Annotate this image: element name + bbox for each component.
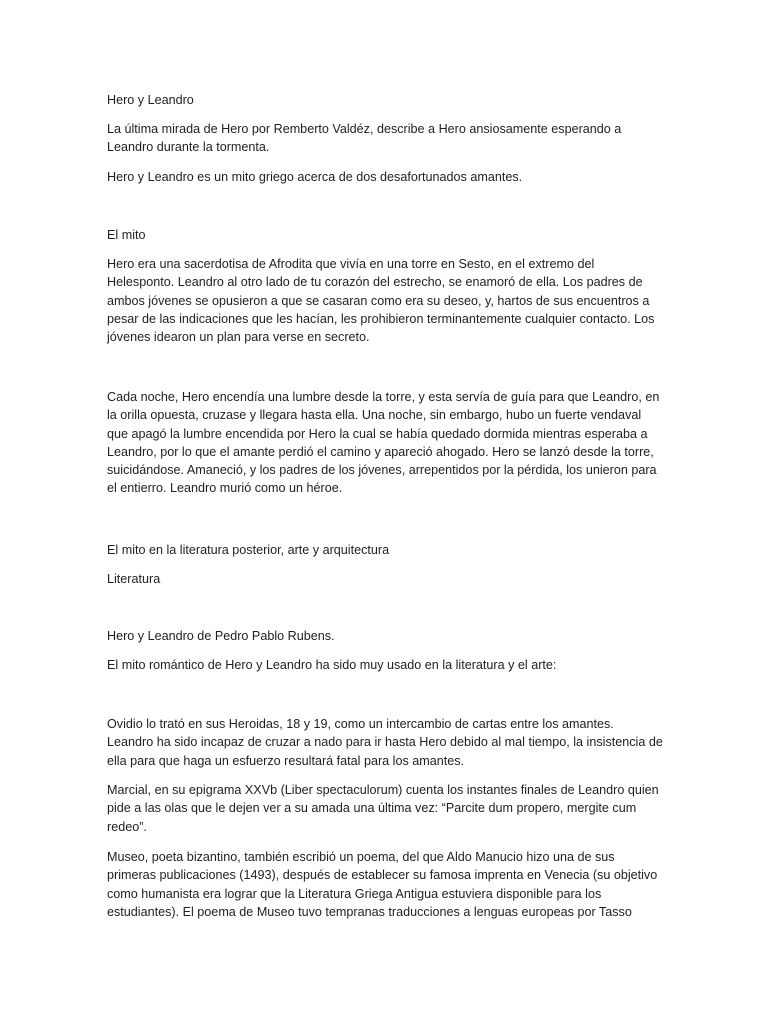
myth-paragraph-1 xyxy=(107,255,662,346)
text-line: la orilla opuesta, cruzase y llegara hasta ella. Una noche, sin embargo, hubo un fuerte vendaval xyxy=(107,408,642,423)
document-title xyxy=(107,91,662,109)
text-line: Ovidio lo trató en sus Heroidas, 18 y 19, como un intercambio de cartas entre los amantes. xyxy=(107,717,614,731)
text-line: redeo”. xyxy=(107,819,147,834)
intro-paragraph-2 xyxy=(107,168,662,186)
myth-paragraph-2 xyxy=(107,388,662,498)
text-line: Literatura xyxy=(107,572,161,586)
text-line: Museo, poeta bizantino, también escribió un poema, del que Aldo Manucio hizo una de sus xyxy=(107,850,615,864)
text-line: Leandro ha sido incapaz de cruzar a nado para ir hasta Hero debido al mal tiempo, la insistencia de xyxy=(107,735,663,750)
text-line: Hero era una sacerdotisa de Afrodita que vivía en una torre en Sesto, en el extremo del xyxy=(107,257,595,271)
museo-paragraph xyxy=(107,848,662,921)
text-line: Leandro, por lo que el amante perdió el camino y apareció ahogado. Hero se lanzó desde la torre, xyxy=(107,444,654,459)
text-line: Leandro durante la tormenta. xyxy=(107,140,270,155)
text-line: jóvenes idearon un plan para verse en secreto. xyxy=(107,330,370,345)
text-line: ambos jóvenes se opusieron a que se casaran como era su deseo, y, hartos de sus encuentros a xyxy=(107,293,650,308)
section-heading-myth xyxy=(107,226,662,244)
subheading-literature xyxy=(107,570,662,588)
text-line: El mito xyxy=(107,228,146,242)
text-line: Hero y Leandro de Pedro Pablo Rubens. xyxy=(107,629,335,643)
marcial-paragraph xyxy=(107,781,662,836)
intro-paragraph xyxy=(107,120,662,157)
text-line: suicidándose. Amaneció, y los padres de los jóvenes, arrepentidos por la pérdida, los unieron para xyxy=(107,463,657,478)
text-line: como humanista era lograr que la Literatura Griega Antigua estuviera disponible para los xyxy=(107,886,602,901)
text-line: Marcial, en su epigrama XXVb (Liber spectaculorum) cuenta los instantes finales de Leandro quien xyxy=(107,783,659,797)
text-line: La última mirada de Hero por Remberto Valdéz, describe a Hero ansiosamente esperando a xyxy=(107,122,622,136)
ovidio-paragraph xyxy=(107,715,662,770)
rubens-caption xyxy=(107,627,662,645)
text-line: Hero y Leandro es un mito griego acerca de dos desafortunados amantes. xyxy=(107,170,523,184)
text-line: El mito en la literatura posterior, arte y arquitectura xyxy=(107,543,390,557)
romantic-intro xyxy=(107,656,662,674)
text-line: Hero y Leandro xyxy=(107,93,194,107)
text-line: pide a las olas que le dejen ver a su amada una última vez: “Parcite dum propero, mergite cum xyxy=(107,801,637,816)
text-line: Cada noche, Hero encendía una lumbre desde la torre, y esta servía de guía para que Leandro, en xyxy=(107,390,660,404)
text-line: El mito romántico de Hero y Leandro ha sido muy usado en la literatura y el arte: xyxy=(107,658,557,672)
text-line: el entierro. Leandro murió como un héroe. xyxy=(107,481,343,496)
text-line: ella para que haga un esfuerzo resultará fatal para los amantes. xyxy=(107,753,465,768)
text-line: primeras publicaciones (1493), después de establecer su famosa imprenta en Venecia (su objetivo xyxy=(107,868,658,883)
text-line: estudiantes). El poema de Museo tuvo tempranas traducciones a lenguas europeas por Tasso xyxy=(107,904,632,919)
text-line: que apagó la lumbre encendida por Hero la cual se había quedado dormida mientras esperaba a xyxy=(107,426,648,441)
text-line: Helesponto. Leandro al otro lado de tu corazón del estrecho, se enamoró de ella. Los padres de xyxy=(107,275,643,290)
text-line: pesar de las indicaciones que les hacían, les prohibieron terminantemente cualquier contacto. Los xyxy=(107,311,655,326)
section-heading-later xyxy=(107,541,662,559)
